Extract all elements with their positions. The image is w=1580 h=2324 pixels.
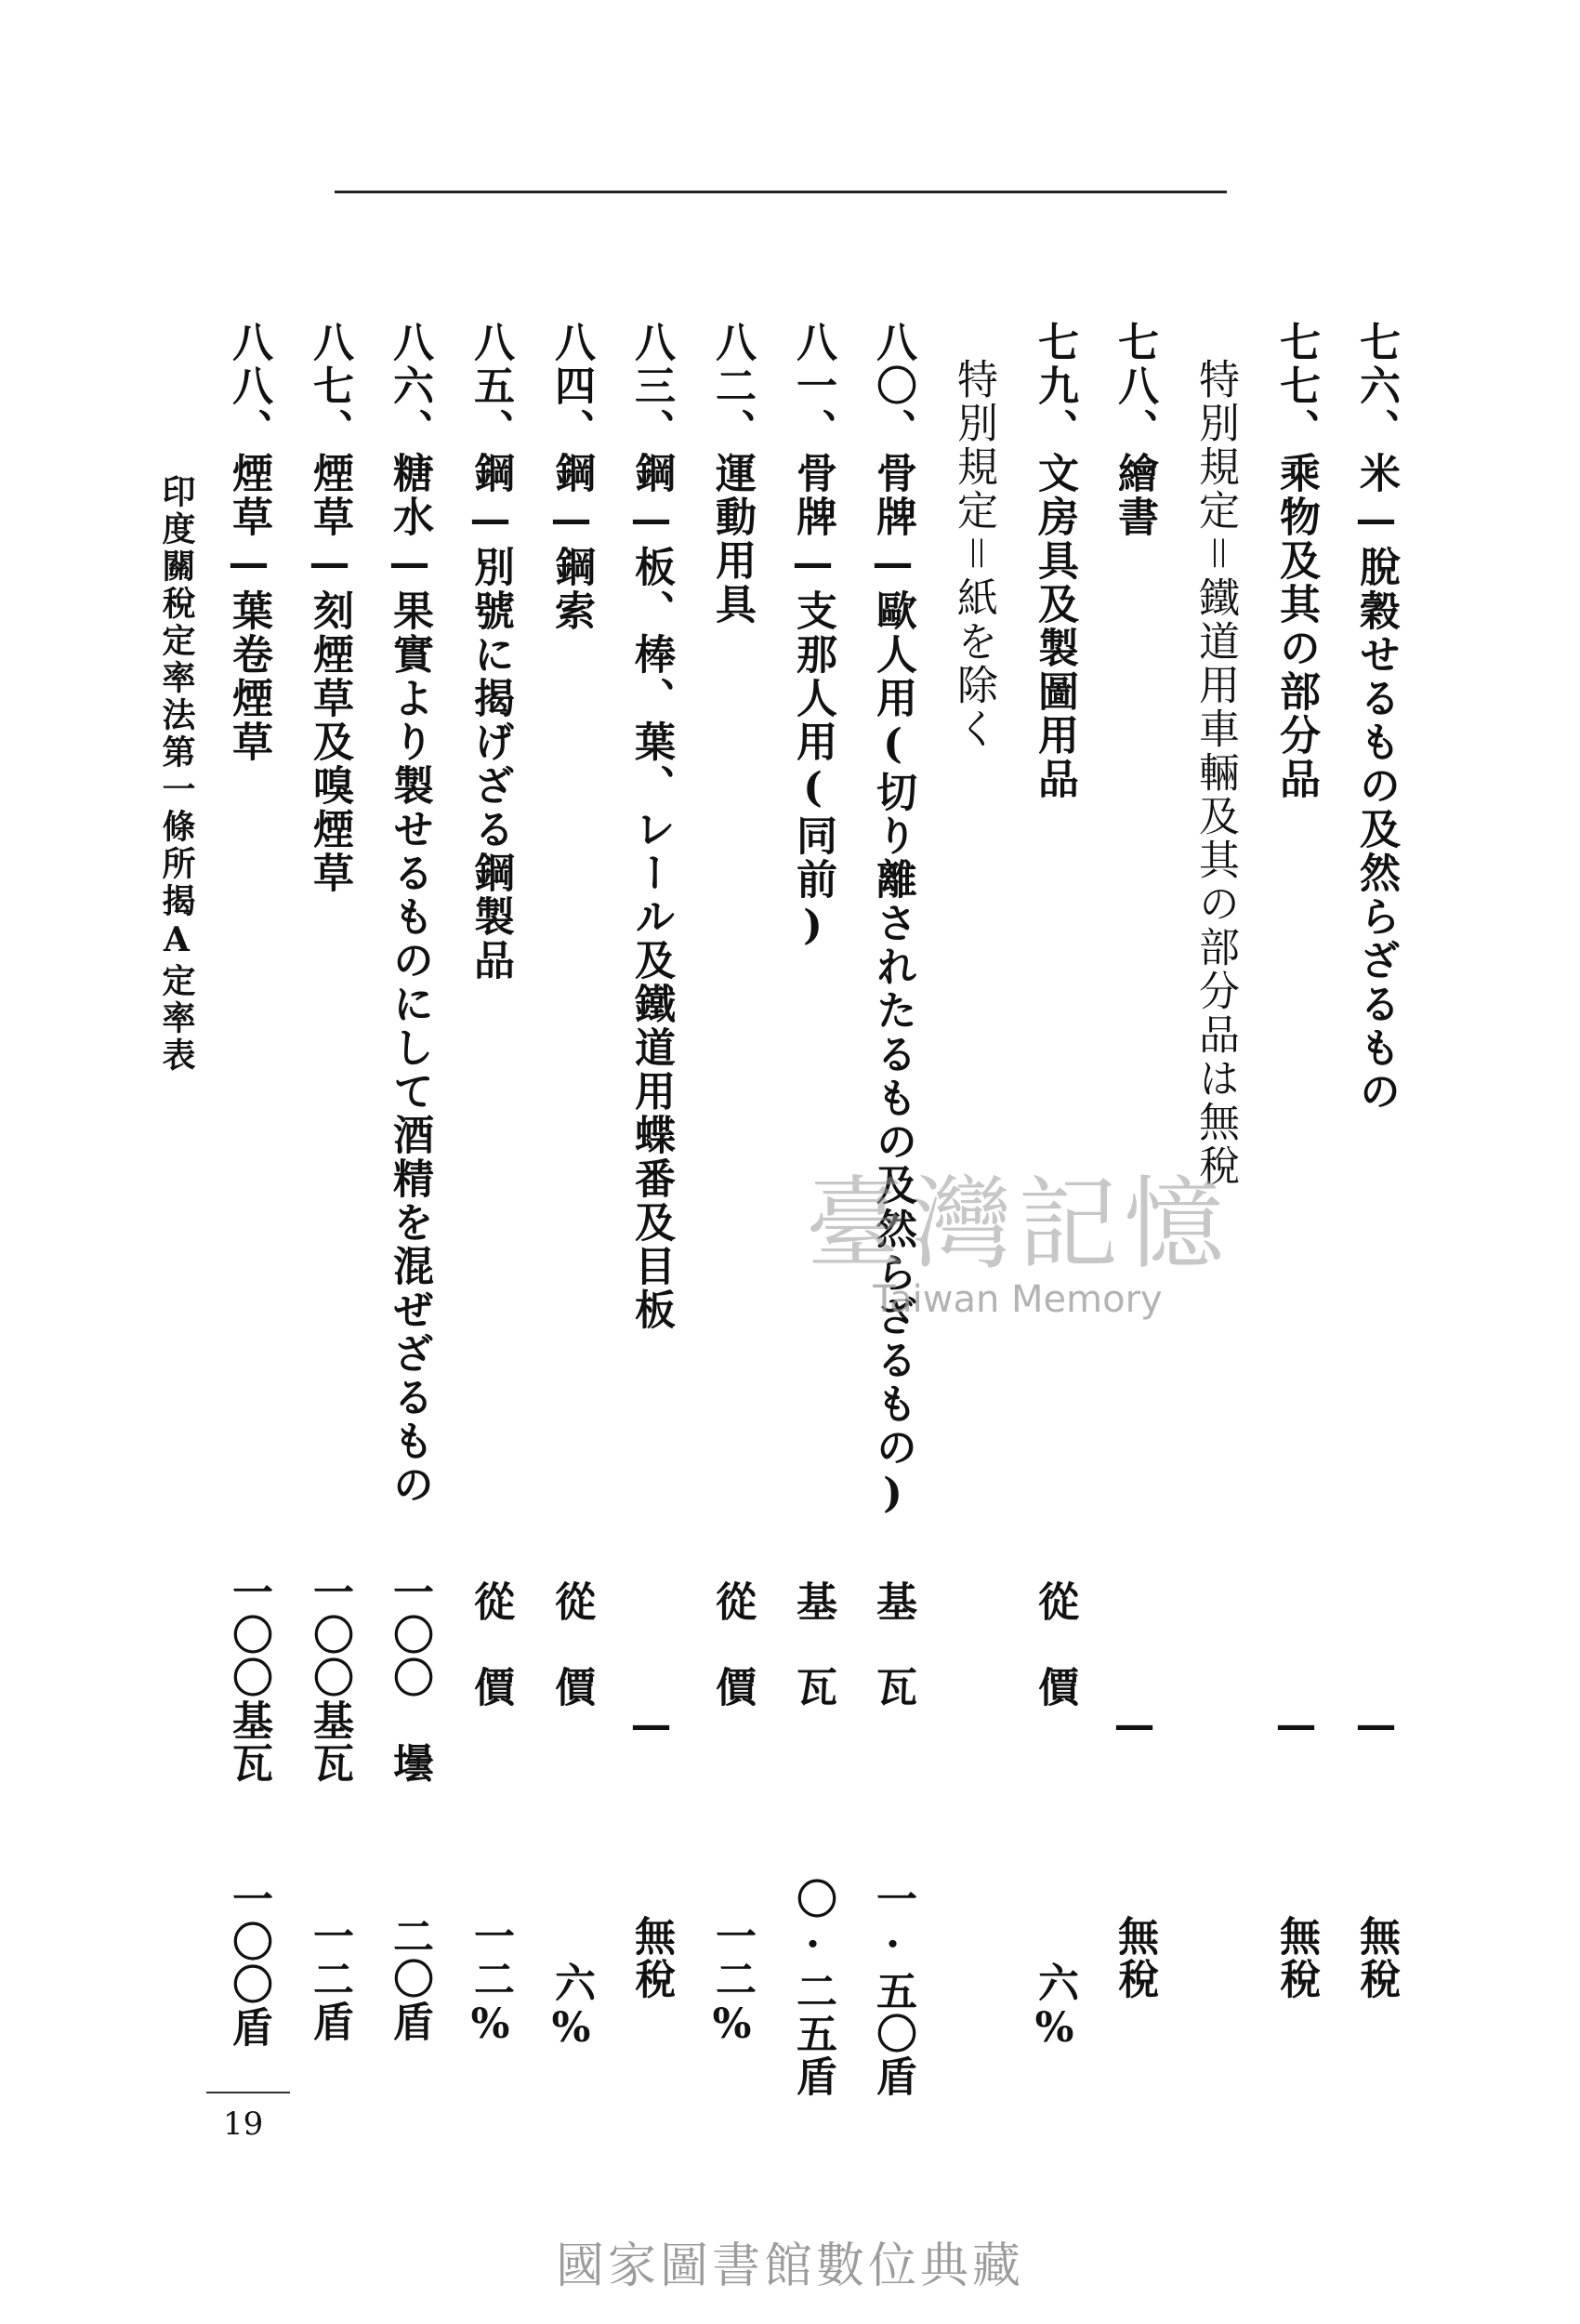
taiwan-memory-watermark <box>771 1143 1264 1321</box>
entry-86-basis: 一〇〇 壜 <box>386 1571 433 1785</box>
entry-78-basis: — <box>1111 1701 1158 1750</box>
entry-77-basis: — <box>1272 1701 1320 1750</box>
entry-82-text: 八二、運動用具 <box>708 321 756 627</box>
entry-80-basis: 基 瓦 <box>869 1580 916 1709</box>
entry-76-text: 七六、米—脫穀せるもの及然らざるもの <box>1352 321 1400 1114</box>
page-number: 19 <box>223 2106 264 2143</box>
entry-83-basis: — <box>627 1701 675 1750</box>
entry-81-basis: 基 瓦 <box>789 1580 836 1709</box>
entry-88-basis: 一〇〇基瓦 <box>225 1571 272 1785</box>
entry-82-rate: 一二% <box>708 1915 756 2050</box>
entry-82-basis: 從 價 <box>708 1580 756 1709</box>
entry-80-text: 八〇、骨牌—歐人用(切り離されたるもの及然らざるもの) <box>869 321 916 1520</box>
entry-84-basis: 從 價 <box>547 1580 595 1709</box>
entry-84-rate: 六% <box>547 1961 595 2053</box>
entry-87-basis: 一〇〇基瓦 <box>306 1571 353 1785</box>
entry-79-basis: 從 價 <box>1031 1580 1078 1709</box>
entry-78-text: 七八、繪書 <box>1111 321 1158 539</box>
entry-81-text: 八一、骨牌—支那人用(同前) <box>789 321 836 952</box>
library-watermark: 國家圖書館數位典藏 <box>555 2238 1024 2294</box>
entry-77-text: 七七、乘物及其の部分品 <box>1272 321 1320 801</box>
entry-87-rate: 一二盾 <box>306 1915 353 2043</box>
entry-85-basis: 從 價 <box>467 1580 514 1709</box>
entry-80-rate: 一·五〇盾 <box>869 1878 916 2098</box>
entry-79-note: 特別規定＝紙を除く <box>950 358 997 751</box>
entry-88-rate: 一〇〇盾 <box>225 1878 272 2049</box>
page-number-rule <box>206 2092 290 2093</box>
entry-81-rate: 〇·二五盾 <box>789 1878 836 2098</box>
entry-84-text: 八四、鋼—鋼索 <box>547 321 595 633</box>
entry-85-rate: 一二% <box>467 1915 514 2050</box>
entry-87-text: 八七、煙草—刻煙草及嗅煙草 <box>306 321 353 895</box>
running-title: 印度關稅定率法第一條所揭A定率表 <box>157 474 196 1075</box>
entry-85-text: 八五、鋼—別號に揭げざる鋼製品 <box>467 321 514 983</box>
watermark-chinese: 臺灣記憶 <box>805 1167 1230 1283</box>
entry-83-text: 八三、鋼—板、棒、葉、レール及鐵道用蝶番及目板 <box>627 321 675 1332</box>
entry-83-rate: 無稅 <box>627 1915 675 2000</box>
entry-79-rate: 六% <box>1031 1961 1078 2053</box>
entry-76-rate: 無稅 <box>1352 1915 1400 2000</box>
entry-79-text: 七九、文房具及製圖用品 <box>1031 321 1078 801</box>
entry-77-rate: 無稅 <box>1272 1915 1320 2000</box>
entry-78-rate: 無稅 <box>1111 1915 1158 2000</box>
watermark-english: Taiwan Memory <box>873 1278 1163 1321</box>
top-rule <box>335 191 1227 193</box>
entry-76-basis: — <box>1352 1701 1400 1750</box>
entry-77-note: 特別規定＝鐵道用車輛及其の部分品は無稅 <box>1192 358 1239 1188</box>
entry-88-text: 八八、煙草—葉卷煙草 <box>225 321 272 764</box>
entry-86-rate: 二〇盾 <box>386 1915 433 2043</box>
entry-86-text: 八六、糖水—果實より製せるものにして酒精を混ぜざるもの <box>386 321 433 1507</box>
